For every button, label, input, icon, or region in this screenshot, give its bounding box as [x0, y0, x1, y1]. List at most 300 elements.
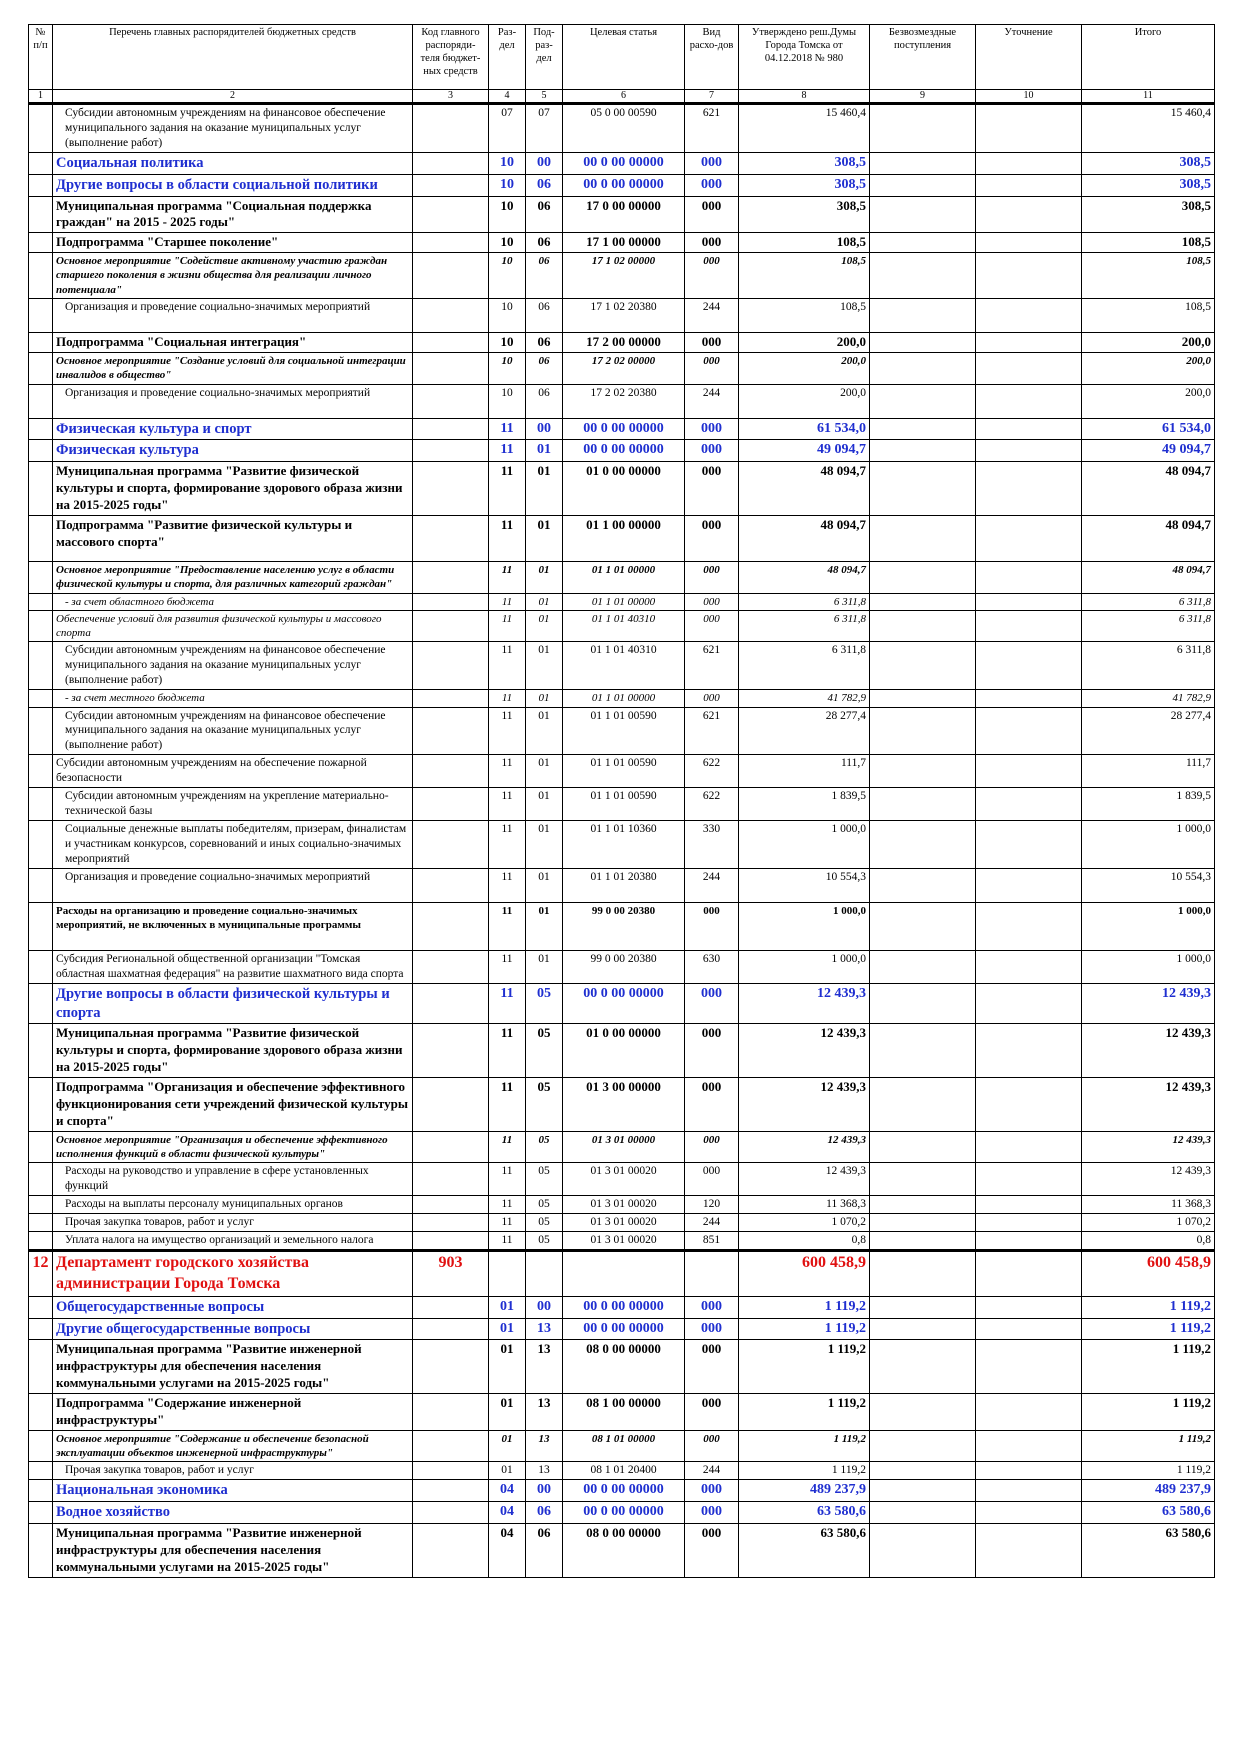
- colnum: 6: [563, 90, 685, 104]
- row-approved: 1 119,2: [739, 1430, 870, 1462]
- table-row: [29, 868, 1215, 902]
- row-free: [870, 253, 976, 299]
- row-razdel: 11: [489, 1024, 526, 1078]
- row-podrazdel: 05: [526, 1078, 563, 1132]
- row-approved: 1 000,0: [739, 902, 870, 950]
- row-article: 01 3 01 00020: [563, 1232, 685, 1251]
- row-vid: 622: [685, 755, 739, 788]
- row-approved: 1 070,2: [739, 1214, 870, 1232]
- row-razdel: 01: [489, 1340, 526, 1394]
- row-name: Основное мероприятие "Создание условий для социальной интеграции инвалидов в общество": [53, 352, 413, 384]
- row-code: [413, 1430, 489, 1462]
- row-name: Социальные денежные выплаты победителям, призерам, финалистам и участникам конкурсов, соревнований и иных социально-значимых мероприятий: [53, 821, 413, 869]
- row-code: [413, 1131, 489, 1163]
- row-razdel: 04: [489, 1502, 526, 1524]
- row-number: [29, 1131, 53, 1163]
- row-name: Физическая культура и спорт: [53, 418, 413, 440]
- row-free: [870, 1196, 976, 1214]
- row-vid: 000: [685, 152, 739, 174]
- row-number: [29, 868, 53, 902]
- row-number: [29, 104, 53, 153]
- row-vid: 000: [685, 1430, 739, 1462]
- row-approved: 108,5: [739, 299, 870, 333]
- row-podrazdel: 13: [526, 1340, 563, 1394]
- row-vid: 000: [685, 352, 739, 384]
- row-approved: 1 119,2: [739, 1462, 870, 1480]
- row-code: [413, 690, 489, 707]
- row-name: Расходы на руководство и управление в сфере установленных функций: [53, 1163, 413, 1196]
- row-razdel: 04: [489, 1524, 526, 1578]
- row-code: [413, 253, 489, 299]
- row-utoch: [976, 174, 1082, 196]
- row-approved: 308,5: [739, 196, 870, 233]
- row-vid: 000: [685, 983, 739, 1024]
- budget-table: [28, 24, 1215, 1578]
- row-number: [29, 902, 53, 950]
- row-free: [870, 690, 976, 707]
- row-number: [29, 642, 53, 690]
- row-razdel: 01: [489, 1394, 526, 1431]
- row-vid: [685, 1251, 739, 1297]
- row-free: [870, 1340, 976, 1394]
- row-utoch: [976, 352, 1082, 384]
- row-code: [413, 233, 489, 253]
- row-razdel: 01: [489, 1296, 526, 1318]
- row-article: 01 1 01 40310: [563, 610, 685, 642]
- row-utoch: [976, 950, 1082, 983]
- row-code: [413, 1196, 489, 1214]
- row-podrazdel: 00: [526, 1480, 563, 1502]
- row-vid: 000: [685, 1502, 739, 1524]
- row-number: [29, 1163, 53, 1196]
- row-razdel: 11: [489, 868, 526, 902]
- row-code: [413, 1318, 489, 1340]
- row-number: [29, 1462, 53, 1480]
- row-article: 17 1 02 00000: [563, 253, 685, 299]
- row-podrazdel: 05: [526, 983, 563, 1024]
- table-row: [29, 462, 1215, 516]
- row-name: Прочая закупка товаров, работ и услуг: [53, 1214, 413, 1232]
- row-number: [29, 983, 53, 1024]
- row-vid: 851: [685, 1232, 739, 1251]
- row-vid: 621: [685, 104, 739, 153]
- row-number: [29, 352, 53, 384]
- row-total: 28 277,4: [1082, 707, 1215, 755]
- row-utoch: [976, 1078, 1082, 1132]
- header-article: Целевая статья: [563, 25, 685, 90]
- row-approved: 108,5: [739, 253, 870, 299]
- row-approved: 6 311,8: [739, 610, 870, 642]
- row-free: [870, 1214, 976, 1232]
- row-podrazdel: 01: [526, 561, 563, 593]
- header-approved: Утверждено реш.Думы Города Томска от 04.12.2018 № 980: [739, 25, 870, 90]
- row-name: - за счет областного бюджета: [53, 593, 413, 610]
- row-vid: 000: [685, 1394, 739, 1431]
- table-row: [29, 902, 1215, 950]
- row-free: [870, 1131, 976, 1163]
- row-name: Субсидии автономным учреждениям на финансовое обеспечение муниципального задания на оказание муниципальных услуг (выполнение работ): [53, 642, 413, 690]
- row-razdel: 11: [489, 1196, 526, 1214]
- row-name: Департамент городского хозяйства администрации Города Томска: [53, 1251, 413, 1297]
- row-razdel: 04: [489, 1480, 526, 1502]
- table-row: [29, 1251, 1215, 1297]
- row-podrazdel: 05: [526, 1214, 563, 1232]
- row-utoch: [976, 1163, 1082, 1196]
- row-utoch: [976, 196, 1082, 233]
- row-name: Подпрограмма "Социальная интеграция": [53, 333, 413, 353]
- row-total: 48 094,7: [1082, 462, 1215, 516]
- row-podrazdel: 01: [526, 462, 563, 516]
- row-utoch: [976, 1296, 1082, 1318]
- row-vid: 000: [685, 1524, 739, 1578]
- row-approved: 489 237,9: [739, 1480, 870, 1502]
- row-vid: 000: [685, 174, 739, 196]
- header-num: № п/п: [29, 25, 53, 90]
- row-razdel: 11: [489, 690, 526, 707]
- row-utoch: [976, 333, 1082, 353]
- row-razdel: 11: [489, 610, 526, 642]
- row-article: 01 1 01 00590: [563, 788, 685, 821]
- row-total: 48 094,7: [1082, 561, 1215, 593]
- row-razdel: 11: [489, 515, 526, 561]
- row-name: Другие общегосударственные вопросы: [53, 1318, 413, 1340]
- row-code: [413, 196, 489, 233]
- row-name: Другие вопросы в области социальной политики: [53, 174, 413, 196]
- row-approved: 600 458,9: [739, 1251, 870, 1297]
- row-approved: 12 439,3: [739, 1131, 870, 1163]
- row-total: 600 458,9: [1082, 1251, 1215, 1297]
- row-number: [29, 1502, 53, 1524]
- row-utoch: [976, 1524, 1082, 1578]
- table-row: [29, 1462, 1215, 1480]
- row-code: 903: [413, 1251, 489, 1297]
- row-total: 1 839,5: [1082, 788, 1215, 821]
- row-code: [413, 299, 489, 333]
- row-razdel: 11: [489, 462, 526, 516]
- row-free: [870, 610, 976, 642]
- row-number: [29, 610, 53, 642]
- row-razdel: 11: [489, 950, 526, 983]
- row-approved: 200,0: [739, 384, 870, 418]
- row-article: 00 0 00 00000: [563, 1296, 685, 1318]
- row-number: [29, 1024, 53, 1078]
- row-number: [29, 462, 53, 516]
- row-number: [29, 418, 53, 440]
- row-vid: 000: [685, 196, 739, 233]
- row-code: [413, 515, 489, 561]
- row-total: 41 782,9: [1082, 690, 1215, 707]
- row-approved: 48 094,7: [739, 462, 870, 516]
- table-row: [29, 1318, 1215, 1340]
- row-article: 01 0 00 00000: [563, 1024, 685, 1078]
- row-podrazdel: 01: [526, 788, 563, 821]
- row-podrazdel: 05: [526, 1163, 563, 1196]
- colnum: 7: [685, 90, 739, 104]
- row-code: [413, 1024, 489, 1078]
- row-article: 01 1 01 20380: [563, 868, 685, 902]
- row-article: 17 0 00 00000: [563, 196, 685, 233]
- table-row: [29, 1340, 1215, 1394]
- row-utoch: [976, 1502, 1082, 1524]
- row-number: [29, 1296, 53, 1318]
- table-row: [29, 642, 1215, 690]
- row-utoch: [976, 1480, 1082, 1502]
- table-row: [29, 384, 1215, 418]
- row-podrazdel: 01: [526, 707, 563, 755]
- row-approved: 6 311,8: [739, 593, 870, 610]
- row-utoch: [976, 902, 1082, 950]
- table-row: [29, 755, 1215, 788]
- row-vid: 000: [685, 333, 739, 353]
- row-utoch: [976, 690, 1082, 707]
- row-razdel: 07: [489, 104, 526, 153]
- row-code: [413, 1480, 489, 1502]
- table-row: [29, 418, 1215, 440]
- row-podrazdel: 06: [526, 233, 563, 253]
- row-vid: 000: [685, 1131, 739, 1163]
- row-name: Субсидия Региональной общественной организации "Томская областная шахматная федерация" на развитие шахматного вида спорта: [53, 950, 413, 983]
- header-total: Итого: [1082, 25, 1215, 90]
- row-vid: 000: [685, 253, 739, 299]
- row-razdel: 11: [489, 1232, 526, 1251]
- row-razdel: 11: [489, 902, 526, 950]
- row-utoch: [976, 561, 1082, 593]
- row-total: 6 311,8: [1082, 610, 1215, 642]
- row-total: 1 119,2: [1082, 1318, 1215, 1340]
- table-row: [29, 1480, 1215, 1502]
- row-razdel: 01: [489, 1430, 526, 1462]
- row-free: [870, 1524, 976, 1578]
- row-free: [870, 868, 976, 902]
- row-number: [29, 299, 53, 333]
- table-row: [29, 1078, 1215, 1132]
- row-code: [413, 1163, 489, 1196]
- table-row: [29, 440, 1215, 462]
- row-utoch: [976, 868, 1082, 902]
- row-razdel: 10: [489, 299, 526, 333]
- row-total: 12 439,3: [1082, 1163, 1215, 1196]
- colnum: 1: [29, 90, 53, 104]
- row-code: [413, 821, 489, 869]
- row-utoch: [976, 593, 1082, 610]
- row-article: 17 1 02 20380: [563, 299, 685, 333]
- row-code: [413, 868, 489, 902]
- row-vid: 330: [685, 821, 739, 869]
- row-utoch: [976, 610, 1082, 642]
- table-header: [29, 25, 1215, 104]
- row-free: [870, 440, 976, 462]
- row-total: 308,5: [1082, 196, 1215, 233]
- row-code: [413, 152, 489, 174]
- row-total: 11 368,3: [1082, 1196, 1215, 1214]
- row-name: Организация и проведение социально-значимых мероприятий: [53, 299, 413, 333]
- row-utoch: [976, 755, 1082, 788]
- row-vid: 244: [685, 384, 739, 418]
- row-utoch: [976, 233, 1082, 253]
- row-free: [870, 788, 976, 821]
- row-razdel: 11: [489, 821, 526, 869]
- table-row: [29, 233, 1215, 253]
- row-name: Основное мероприятие "Содействие активному участию граждан старшего поколения в жизни общества для реализации личного потенциала": [53, 253, 413, 299]
- row-free: [870, 1296, 976, 1318]
- row-article: 01 3 01 00020: [563, 1214, 685, 1232]
- row-free: [870, 1430, 976, 1462]
- header-name: Перечень главных распорядителей бюджетных средств: [53, 25, 413, 90]
- row-article: 00 0 00 00000: [563, 174, 685, 196]
- row-code: [413, 561, 489, 593]
- row-razdel: [489, 1251, 526, 1297]
- row-free: [870, 233, 976, 253]
- row-razdel: 10: [489, 196, 526, 233]
- row-approved: 1 119,2: [739, 1318, 870, 1340]
- row-total: 6 311,8: [1082, 642, 1215, 690]
- row-code: [413, 1214, 489, 1232]
- row-name: Подпрограмма "Организация и обеспечение эффективного функционирования сети учреждений физической культуры и спорта": [53, 1078, 413, 1132]
- row-utoch: [976, 1462, 1082, 1480]
- row-utoch: [976, 152, 1082, 174]
- row-free: [870, 1078, 976, 1132]
- row-vid: 244: [685, 868, 739, 902]
- row-article: 00 0 00 00000: [563, 983, 685, 1024]
- table-row: [29, 104, 1215, 153]
- colnum: 2: [53, 90, 413, 104]
- row-approved: 1 119,2: [739, 1340, 870, 1394]
- row-free: [870, 196, 976, 233]
- row-number: [29, 1394, 53, 1431]
- row-podrazdel: 01: [526, 902, 563, 950]
- row-code: [413, 1524, 489, 1578]
- row-free: [870, 642, 976, 690]
- row-free: [870, 821, 976, 869]
- row-total: 12 439,3: [1082, 1078, 1215, 1132]
- row-code: [413, 1502, 489, 1524]
- row-approved: 48 094,7: [739, 561, 870, 593]
- table-row: [29, 950, 1215, 983]
- row-vid: 000: [685, 462, 739, 516]
- row-total: 200,0: [1082, 384, 1215, 418]
- row-free: [870, 384, 976, 418]
- row-free: [870, 1024, 976, 1078]
- row-approved: 108,5: [739, 233, 870, 253]
- row-approved: 12 439,3: [739, 983, 870, 1024]
- row-razdel: 10: [489, 384, 526, 418]
- row-article: 01 3 00 00000: [563, 1078, 685, 1132]
- row-article: 01 1 01 00590: [563, 707, 685, 755]
- row-name: Прочая закупка товаров, работ и услуг: [53, 1462, 413, 1480]
- table-row: [29, 352, 1215, 384]
- row-total: 1 119,2: [1082, 1340, 1215, 1394]
- row-utoch: [976, 983, 1082, 1024]
- row-approved: 12 439,3: [739, 1078, 870, 1132]
- row-razdel: 11: [489, 1163, 526, 1196]
- row-name: Субсидии автономным учреждениям на укрепление материально-технической базы: [53, 788, 413, 821]
- table-row: [29, 196, 1215, 233]
- row-code: [413, 1340, 489, 1394]
- row-article: 01 1 01 00590: [563, 755, 685, 788]
- row-article: 05 0 00 00590: [563, 104, 685, 153]
- table-row: [29, 983, 1215, 1024]
- row-article: 08 1 00 00000: [563, 1394, 685, 1431]
- row-approved: 48 094,7: [739, 515, 870, 561]
- row-total: 108,5: [1082, 253, 1215, 299]
- row-number: [29, 690, 53, 707]
- row-article: 01 3 01 00000: [563, 1131, 685, 1163]
- row-name: Социальная политика: [53, 152, 413, 174]
- row-article: 00 0 00 00000: [563, 152, 685, 174]
- row-number: [29, 152, 53, 174]
- table-row: [29, 1024, 1215, 1078]
- row-free: [870, 418, 976, 440]
- row-vid: 000: [685, 690, 739, 707]
- row-podrazdel: 05: [526, 1131, 563, 1163]
- row-article: 17 1 00 00000: [563, 233, 685, 253]
- row-approved: 61 534,0: [739, 418, 870, 440]
- row-name: - за счет местного бюджета: [53, 690, 413, 707]
- row-free: [870, 755, 976, 788]
- row-number: [29, 1196, 53, 1214]
- row-podrazdel: 00: [526, 1296, 563, 1318]
- row-vid: 000: [685, 1318, 739, 1340]
- row-article: 01 1 00 00000: [563, 515, 685, 561]
- row-number: [29, 1318, 53, 1340]
- row-vid: 244: [685, 1462, 739, 1480]
- row-podrazdel: 06: [526, 1524, 563, 1578]
- row-razdel: 11: [489, 418, 526, 440]
- row-article: 01 0 00 00000: [563, 462, 685, 516]
- row-utoch: [976, 253, 1082, 299]
- row-number: [29, 755, 53, 788]
- row-approved: 11 368,3: [739, 1196, 870, 1214]
- row-name: Организация и проведение социально-значимых мероприятий: [53, 868, 413, 902]
- row-number: [29, 1232, 53, 1251]
- row-number: [29, 593, 53, 610]
- row-total: 308,5: [1082, 174, 1215, 196]
- table-row: [29, 299, 1215, 333]
- row-number: [29, 821, 53, 869]
- row-razdel: 11: [489, 642, 526, 690]
- row-razdel: 11: [489, 1214, 526, 1232]
- row-total: 200,0: [1082, 352, 1215, 384]
- row-approved: 308,5: [739, 174, 870, 196]
- row-razdel: 10: [489, 253, 526, 299]
- row-utoch: [976, 1024, 1082, 1078]
- row-utoch: [976, 418, 1082, 440]
- row-free: [870, 174, 976, 196]
- row-total: 12 439,3: [1082, 983, 1215, 1024]
- row-total: 10 554,3: [1082, 868, 1215, 902]
- row-vid: 000: [685, 902, 739, 950]
- row-name: Подпрограмма "Развитие физической культуры и массового спорта": [53, 515, 413, 561]
- row-number: [29, 1524, 53, 1578]
- row-utoch: [976, 515, 1082, 561]
- table-row: [29, 1430, 1215, 1462]
- row-podrazdel: 01: [526, 642, 563, 690]
- row-name: Национальная экономика: [53, 1480, 413, 1502]
- table-row: [29, 253, 1215, 299]
- table-row: [29, 1502, 1215, 1524]
- row-podrazdel: 01: [526, 610, 563, 642]
- row-number: [29, 440, 53, 462]
- table-row: [29, 561, 1215, 593]
- row-name: Муниципальная программа "Развитие физической культуры и спорта, формирование здорового образа жизни на 2015-2025 годы": [53, 462, 413, 516]
- row-name: Муниципальная программа "Развитие физической культуры и спорта, формирование здорового образа жизни на 2015-2025 годы": [53, 1024, 413, 1078]
- row-podrazdel: 06: [526, 196, 563, 233]
- row-utoch: [976, 1232, 1082, 1251]
- row-name: Муниципальная программа "Социальная поддержка граждан" на 2015 - 2025 годы": [53, 196, 413, 233]
- row-total: 63 580,6: [1082, 1502, 1215, 1524]
- row-free: [870, 1232, 976, 1251]
- table-row: [29, 333, 1215, 353]
